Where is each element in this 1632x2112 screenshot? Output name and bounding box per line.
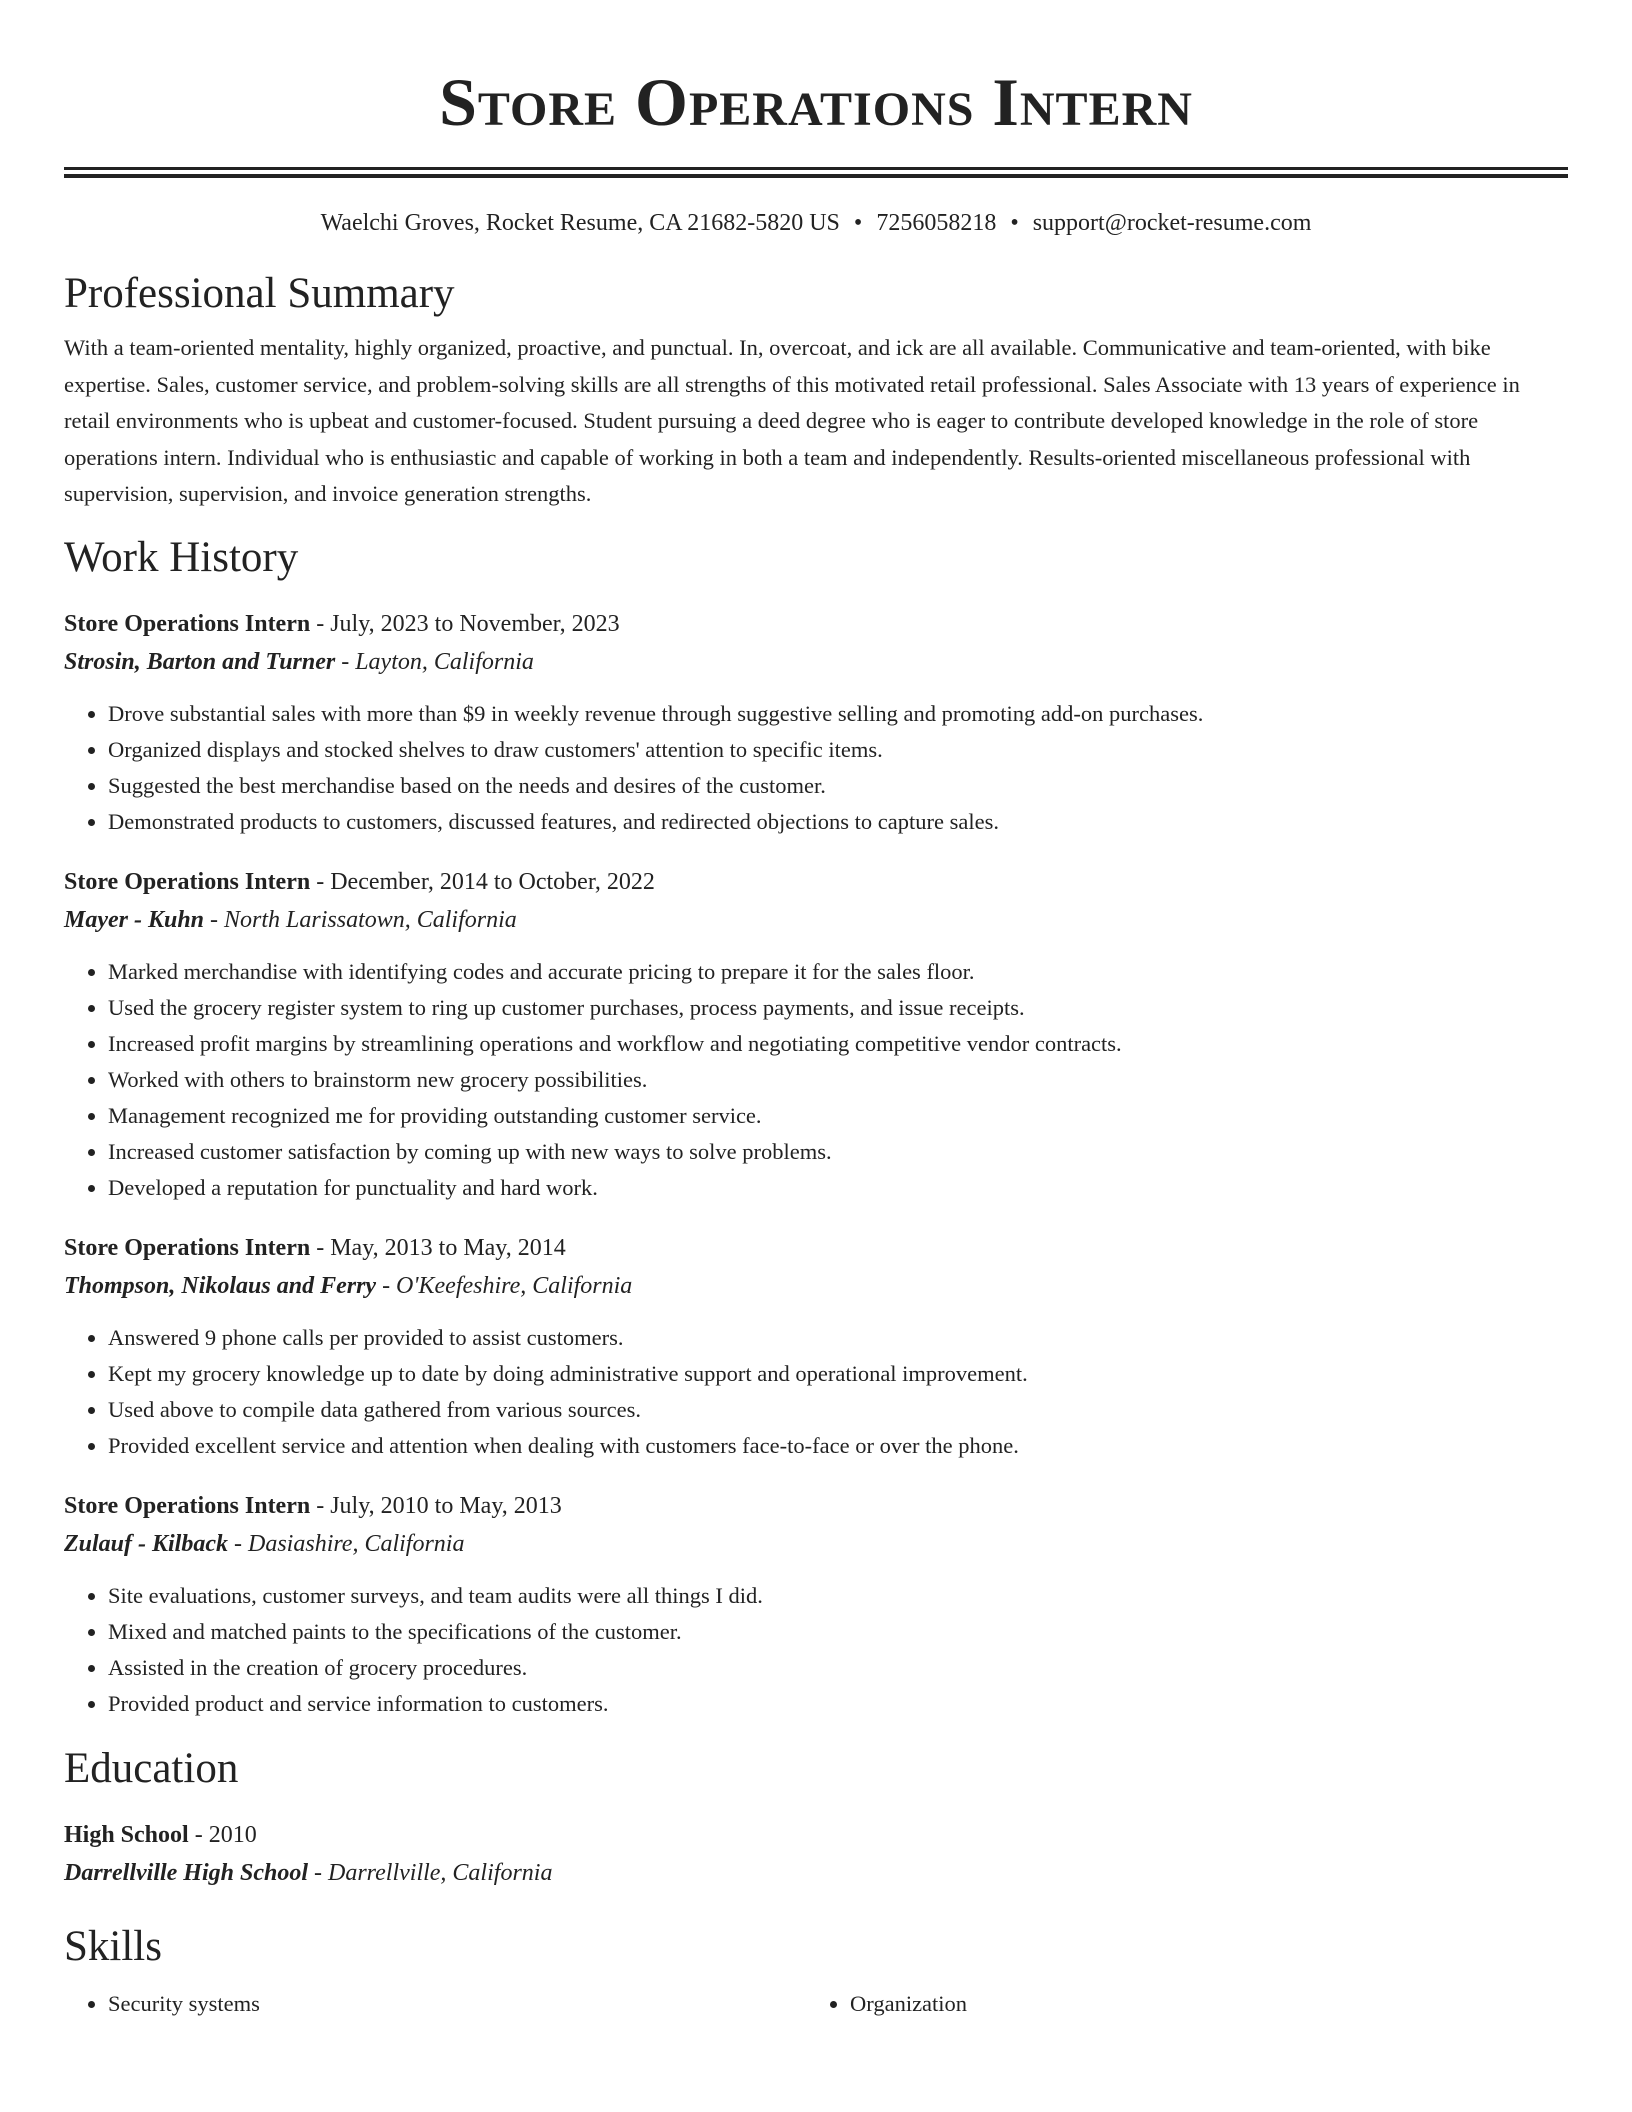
skills-section xyxy=(64,1922,1568,2022)
company-name: Strosin, Barton and Turner xyxy=(64,648,336,675)
section-heading: Work History xyxy=(64,533,299,581)
job-title-line xyxy=(64,605,1568,643)
job-bullet: • Kept my grocery knowledge up to date by doing administrative support and operational improvement. xyxy=(108,1356,1568,1392)
job-company-line xyxy=(64,901,1568,939)
job-bullet: • Increased profit margins by streamlining operations and workflow and negotiating competitive vendor contracts. xyxy=(108,1026,1568,1062)
job-title-line xyxy=(64,1487,1568,1525)
job-bullet: • Worked with others to brainstorm new grocery possibilities. xyxy=(108,1062,1568,1098)
job-bullets xyxy=(64,954,1568,1206)
contact-line xyxy=(64,207,1568,239)
education-entry xyxy=(64,1816,1568,1892)
job-location: - Layton, California xyxy=(335,648,534,675)
job-bullet: • Provided excellent service and attention when dealing with customers face-to-face or over the phone. xyxy=(108,1428,1568,1464)
job-title: Store Operations Intern xyxy=(64,610,311,637)
job-bullet: • Increased customer satisfaction by coming up with new ways to solve problems. xyxy=(108,1134,1568,1170)
job-bullet: • Management recognized me for providing outstanding customer service. xyxy=(108,1098,1568,1134)
company-name: Thompson, Nikolaus and Ferry xyxy=(64,1272,377,1299)
contact-email: support@rocket-resume.com xyxy=(1032,210,1312,236)
job-title-line xyxy=(64,863,1568,901)
job-dates: - December, 2014 to October, 2022 xyxy=(310,868,655,895)
job-location: - Dasiashire, California xyxy=(228,1530,465,1557)
job-bullet: • Site evaluations, customer surveys, and team audits were all things I did. xyxy=(108,1578,1568,1614)
title-double-rule xyxy=(64,167,1568,178)
job-location: - O'Keefeshire, California xyxy=(376,1272,633,1299)
job-dates: - July, 2010 to May, 2013 xyxy=(310,1492,562,1519)
job-company-line xyxy=(64,1267,1568,1305)
job-title: Store Operations Intern xyxy=(64,1234,311,1261)
job-entry xyxy=(64,605,1568,840)
contact-address: Waelchi Groves, Rocket Resume, CA 21682-5820 US xyxy=(320,210,840,236)
job-bullets xyxy=(64,1578,1568,1722)
company-name: Zulauf - Kilback xyxy=(64,1530,229,1557)
job-bullet: • Demonstrated products to customers, discussed features, and redirected objections to capture sales. xyxy=(108,804,1568,840)
school-name: Darrellville High School xyxy=(64,1859,309,1886)
contact-separator: • xyxy=(1010,210,1019,236)
contact-phone: 7256058218 xyxy=(876,210,997,236)
job-location: - North Larissatown, California xyxy=(204,906,517,933)
school-location: - Darrellville, California xyxy=(308,1859,553,1886)
job-bullet: • Provided product and service information to customers. xyxy=(108,1686,1568,1722)
degree-line xyxy=(64,1816,1568,1854)
job-bullet: • Marked merchandise with identifying codes and accurate pricing to prepare it for the sales floor. xyxy=(108,954,1568,990)
job-bullet: • Used the grocery register system to ring up customer purchases, process payments, and issue receipts. xyxy=(108,990,1568,1026)
job-bullet: • Developed a reputation for punctuality and hard work. xyxy=(108,1170,1568,1206)
skills-columns xyxy=(64,1986,1568,2022)
job-bullet: • Mixed and matched paints to the specifications of the customer. xyxy=(108,1614,1568,1650)
degree: High School xyxy=(64,1821,189,1848)
skills-list-right xyxy=(806,1986,1548,2022)
skill-item: • Security systems xyxy=(108,1986,806,2022)
job-title: Store Operations Intern xyxy=(64,868,311,895)
school-line xyxy=(64,1854,1568,1892)
skill-item: • Organization xyxy=(850,1986,1548,2022)
section-heading: Professional Summary xyxy=(64,270,455,317)
resume-title: Store Operations Intern xyxy=(439,64,1193,140)
job-bullet: • Used above to compile data gathered from various sources. xyxy=(108,1392,1568,1428)
education-section xyxy=(64,1744,1568,1892)
skills-list-left xyxy=(64,1986,806,2022)
job-company-line xyxy=(64,1525,1568,1563)
work-history-section xyxy=(64,533,1568,1722)
job-title: Store Operations Intern xyxy=(64,1492,311,1519)
summary-text: With a team-oriented mentality, highly organized, proactive, and punctual. In, overcoat, and ick are all available. Communicative and team-oriented, with bike expertise. Sales, customer service, and problem-solving skills are all strengths of this motivated retail professional. Sales Associate with 13 years of experience in retail environments who is upbeat and customer-focused. Student pursuing a deed degree who is eager to contribute developed knowledge in the role of store operations intern. Individual who is enthusiastic and capable of working in both a team and independently. Results-oriented miscellaneous professional with supervision, supervision, and invoice generation strengths. xyxy=(64,335,1520,506)
company-name: Mayer - Kuhn xyxy=(64,906,205,933)
job-bullet: • Assisted in the creation of grocery procedures. xyxy=(108,1650,1568,1686)
professional-summary-section xyxy=(64,269,1568,513)
job-entry xyxy=(64,1487,1568,1722)
job-dates: - May, 2013 to May, 2014 xyxy=(310,1234,566,1261)
job-bullet: • Answered 9 phone calls per provided to assist customers. xyxy=(108,1320,1568,1356)
contact-separator: • xyxy=(853,210,863,236)
graduation-year: - 2010 xyxy=(188,1821,257,1848)
section-heading: Skills xyxy=(64,1922,162,1970)
job-bullets xyxy=(64,1320,1568,1464)
job-bullet: • Organized displays and stocked shelves to draw customers' attention to specific items. xyxy=(108,732,1568,768)
job-bullet: • Suggested the best merchandise based on the needs and desires of the customer. xyxy=(108,768,1568,804)
job-bullet: • Drove substantial sales with more than $9 in weekly revenue through suggestive selling and promoting add-on purchases. xyxy=(108,696,1568,732)
section-heading: Education xyxy=(64,1744,239,1792)
job-entry xyxy=(64,1229,1568,1464)
job-title-line xyxy=(64,1229,1568,1267)
job-company-line xyxy=(64,643,1568,681)
job-dates: - July, 2023 to November, 2023 xyxy=(310,610,620,637)
job-entry xyxy=(64,863,1568,1206)
job-bullets xyxy=(64,696,1568,840)
